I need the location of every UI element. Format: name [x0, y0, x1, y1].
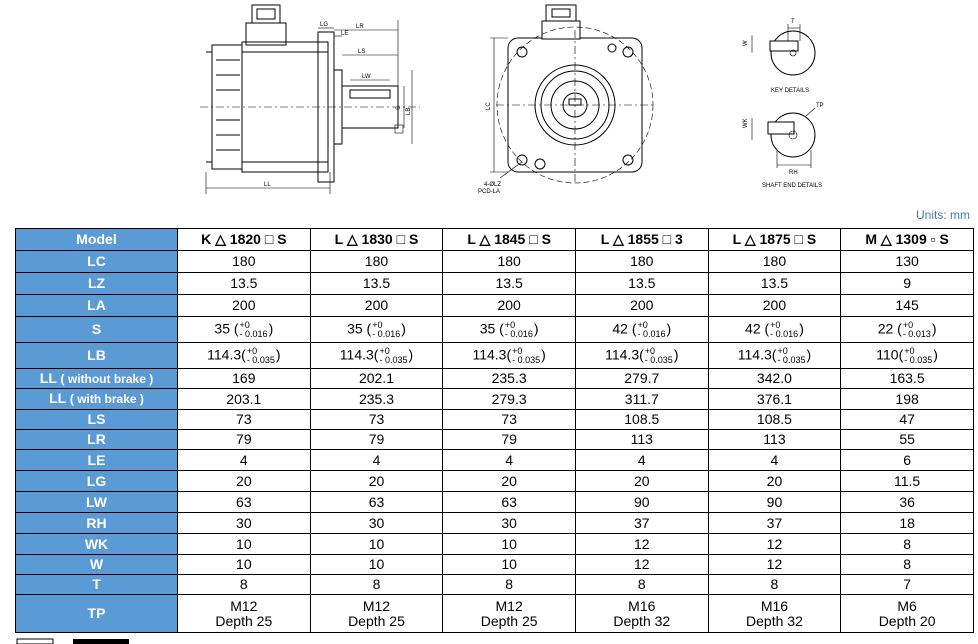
- dimension-spec-table: [15, 228, 974, 633]
- cell-lc: 180: [708, 251, 841, 273]
- tolerance-lower: - 0.016: [637, 328, 666, 339]
- table-row-tp: [16, 595, 974, 633]
- model-suffix: S: [408, 231, 419, 247]
- label-wk: WK: [743, 118, 749, 128]
- model-suffix: S: [939, 231, 949, 247]
- row-label-tp: TP: [16, 595, 178, 633]
- cell-t: 8: [178, 575, 311, 595]
- tolerance-lower: - 0.016: [372, 328, 401, 339]
- cell-lz: 13.5: [178, 273, 311, 295]
- drawings-svg: [0, 0, 978, 210]
- tolerance-upper: +0: [644, 345, 656, 356]
- key-details-drawing: [752, 24, 815, 75]
- cell-rh: 18: [841, 513, 974, 534]
- cell-lz: 13.5: [575, 273, 708, 295]
- thread-depth: Depth 25: [348, 612, 405, 629]
- cell-la: 200: [443, 295, 576, 317]
- cell-lb: [708, 343, 841, 369]
- cell-w: 12: [708, 555, 841, 575]
- model-suffix: S: [806, 231, 817, 247]
- tolerance-lower: - 0.016: [239, 328, 268, 339]
- tolerance-close: ): [799, 320, 804, 337]
- cell-wk: 10: [178, 534, 311, 555]
- cell-la: 200: [310, 295, 443, 317]
- tolerance: [638, 321, 666, 339]
- table-row-ll-with-brake: [16, 389, 974, 410]
- tolerance-upper: +0: [372, 319, 383, 330]
- tolerance-lower: - 0.016: [770, 328, 799, 339]
- table-row-lr: [16, 430, 974, 450]
- cell-s: [443, 317, 576, 343]
- cell-w: 12: [575, 555, 708, 575]
- bottom-edge-marks: [15, 636, 135, 644]
- cell-lg: 20: [708, 471, 841, 492]
- label-ll: LL: [264, 182, 271, 188]
- cell-lb: [178, 343, 311, 369]
- label-le: LE: [341, 31, 349, 37]
- cell-tp: [310, 595, 443, 633]
- label-lr: LR: [356, 24, 364, 30]
- cell-s: [841, 317, 974, 343]
- model-prefix: K: [201, 231, 212, 247]
- cell-lw: 63: [178, 492, 311, 513]
- cell-lr: 79: [310, 430, 443, 450]
- cell-le: 4: [443, 450, 576, 471]
- tolerance-base: 42 (: [612, 320, 637, 337]
- cell-lb: [575, 343, 708, 369]
- cell-lg: 20: [310, 471, 443, 492]
- table-row-ll-without-brake: [16, 369, 974, 389]
- tolerance-close: ): [401, 320, 406, 337]
- cell-rh: 30: [443, 513, 576, 534]
- cell-lz: 13.5: [443, 273, 576, 295]
- table-row-s: [16, 317, 974, 343]
- label-pcd: PCD-LA: [478, 189, 501, 195]
- cell-wk: 10: [310, 534, 443, 555]
- row-label-sub: ( without brake ): [60, 371, 154, 386]
- cell-ll-without-brake: 235.3: [443, 369, 576, 389]
- model-number: 1845: [494, 231, 526, 247]
- thread-depth: Depth 32: [746, 612, 803, 629]
- tolerance-lower: - 0.016: [504, 328, 533, 339]
- tolerance-base: 114.3(: [339, 346, 379, 363]
- cell-ll-with-brake: 376.1: [708, 389, 841, 410]
- cell-lz: 13.5: [708, 273, 841, 295]
- cell-rh: 30: [310, 513, 443, 534]
- model-header-cell: L △ 1845 □ S: [443, 229, 576, 251]
- cell-lc: 180: [310, 251, 443, 273]
- label-lg: LG: [320, 22, 329, 28]
- cell-ll-with-brake: 198: [841, 389, 974, 410]
- row-label-lz: LZ: [16, 273, 178, 295]
- cell-ls: 108.5: [708, 410, 841, 430]
- row-label-sub: ( with brake ): [69, 392, 144, 406]
- cell-la: 200: [575, 295, 708, 317]
- cell-lw: 36: [841, 492, 974, 513]
- cell-ls: 73: [443, 410, 576, 430]
- thread-size: M12: [495, 597, 523, 614]
- thread-depth: Depth 20: [878, 612, 936, 629]
- tolerance-close: ): [931, 320, 937, 337]
- cell-lr: 113: [708, 430, 841, 450]
- label-lb: LB: [406, 107, 412, 115]
- side-view-drawing: [200, 5, 420, 194]
- technical-drawings: [0, 0, 978, 210]
- table-row-lz: [16, 273, 974, 295]
- cell-lz: 9: [841, 273, 974, 295]
- table-row-t: [16, 575, 974, 595]
- table-row-ls: [16, 410, 974, 430]
- thread-size: M12: [362, 597, 391, 614]
- cell-wk: 8: [841, 534, 974, 555]
- cell-tp: [178, 595, 311, 633]
- model-number: 1830: [361, 231, 393, 247]
- tolerance: [645, 347, 673, 365]
- tolerance-upper: +0: [504, 319, 516, 330]
- tolerance-base: 35 (: [479, 320, 504, 337]
- tolerance: [770, 321, 798, 339]
- cell-lw: 90: [575, 492, 708, 513]
- cell-lb: [310, 343, 443, 369]
- cell-wk: 12: [708, 534, 841, 555]
- cell-le: 4: [310, 450, 443, 471]
- label-lc: LC: [486, 102, 492, 110]
- model-header-row: [16, 229, 974, 251]
- cell-lb: [841, 343, 974, 369]
- tolerance-close: ): [275, 346, 281, 363]
- cell-lg: 11.5: [841, 471, 974, 492]
- tolerance-base: 35 (: [347, 320, 372, 337]
- cell-lr: 79: [443, 430, 576, 450]
- cell-wk: 10: [443, 534, 576, 555]
- cell-t: 8: [575, 575, 708, 595]
- cell-t: 8: [443, 575, 576, 595]
- table-row-lb: [16, 343, 974, 369]
- tolerance-upper: +0: [637, 319, 648, 330]
- tolerance-lower: - 0.035: [644, 354, 673, 365]
- cell-lr: 55: [841, 430, 974, 450]
- model-suffix: 3: [675, 231, 683, 247]
- cell-ll-without-brake: 279.7: [575, 369, 708, 389]
- tolerance-close: ): [541, 346, 546, 363]
- tolerance: [777, 347, 805, 365]
- cell-t: 7: [841, 575, 974, 595]
- row-label-lr: LR: [16, 430, 178, 450]
- tolerance: [505, 321, 533, 339]
- tolerance-upper: +0: [904, 345, 915, 356]
- tolerance-close: ): [268, 320, 274, 337]
- shaft-details-caption: SHAFT END DETAILS: [762, 183, 823, 189]
- cell-rh: 30: [178, 513, 311, 534]
- cell-lg: 20: [178, 471, 311, 492]
- label-s: S: [396, 105, 402, 110]
- tolerance-base: 110(: [876, 346, 904, 363]
- key-details-caption: KEY DETAILS: [771, 88, 810, 94]
- model-number: 1875: [759, 231, 791, 247]
- cell-lw: 63: [443, 492, 576, 513]
- model-prefix: L: [600, 231, 610, 247]
- model-prefix: L: [334, 231, 343, 247]
- cell-le: 4: [708, 450, 841, 471]
- cell-rh: 37: [575, 513, 708, 534]
- tolerance: [247, 347, 275, 365]
- model-prefix: L: [732, 231, 741, 247]
- table-row-w: [16, 555, 974, 575]
- thread-size: M16: [760, 597, 789, 614]
- tolerance: [372, 321, 400, 339]
- cell-lg: 20: [575, 471, 708, 492]
- cell-ll-with-brake: 203.1: [178, 389, 311, 410]
- thread-size: M12: [230, 597, 258, 614]
- tolerance: [904, 347, 932, 365]
- label-w: W: [743, 40, 749, 46]
- tolerance-base: 114.3(: [605, 346, 644, 363]
- tolerance-upper: +0: [770, 319, 781, 330]
- row-label-le: LE: [16, 450, 178, 471]
- tolerance-lower: - 0.035: [379, 354, 408, 365]
- units-label: Units: mm: [916, 208, 970, 222]
- cell-s: [178, 317, 311, 343]
- tolerance-base: 22 (: [877, 320, 902, 337]
- table-row-rh: [16, 513, 974, 534]
- table-row-wk: [16, 534, 974, 555]
- tolerance-base: 114.3(: [472, 346, 512, 363]
- thread-depth: Depth 25: [480, 612, 538, 629]
- cell-le: 6: [841, 450, 974, 471]
- cell-la: 200: [708, 295, 841, 317]
- cell-s: [310, 317, 443, 343]
- label-lz: 4-ØLZ: [484, 182, 502, 188]
- tolerance-upper: +0: [777, 345, 788, 356]
- label-lw: LW: [362, 74, 371, 80]
- row-label-ls: LS: [16, 410, 178, 430]
- cell-lc: 180: [443, 251, 576, 273]
- tolerance-lower: - 0.035: [512, 354, 541, 365]
- tolerance-close: ): [533, 320, 539, 337]
- cell-tp: [708, 595, 841, 633]
- table-row-le: [16, 450, 974, 471]
- model-header-cell: L △ 1830 □ S: [310, 229, 443, 251]
- tolerance-lower: - 0.013: [902, 328, 931, 339]
- table-row-lg: [16, 471, 974, 492]
- cell-lb: [443, 343, 576, 369]
- tolerance-upper: +0: [902, 319, 914, 330]
- tolerance-close: ): [806, 346, 812, 363]
- cell-w: 10: [443, 555, 576, 575]
- model-number: 1820: [229, 231, 261, 247]
- row-label-t: T: [16, 575, 178, 595]
- model-header-cell: L △ 1855 □ 3: [575, 229, 708, 251]
- tolerance-close: ): [673, 346, 679, 363]
- tolerance-base: 114.3(: [737, 346, 777, 363]
- cell-wk: 12: [575, 534, 708, 555]
- row-label-ll-with-brake: [16, 389, 178, 410]
- tolerance-base: 114.3(: [207, 346, 246, 363]
- cell-lg: 20: [443, 471, 576, 492]
- table-row-la: [16, 295, 974, 317]
- cell-ls: 47: [841, 410, 974, 430]
- tolerance-upper: +0: [379, 345, 390, 356]
- row-label-rh: RH: [16, 513, 178, 534]
- cell-t: 8: [708, 575, 841, 595]
- cell-rh: 37: [708, 513, 841, 534]
- cell-lc: 180: [178, 251, 311, 273]
- tolerance: [512, 347, 540, 365]
- tolerance-lower: - 0.035: [246, 354, 275, 365]
- cell-ls: 73: [310, 410, 443, 430]
- tolerance-lower: - 0.035: [777, 354, 806, 365]
- tolerance-close: ): [933, 346, 938, 363]
- cell-tp: [443, 595, 576, 633]
- row-label-s: S: [16, 317, 178, 343]
- row-label-lg: LG: [16, 471, 178, 492]
- tolerance-upper: +0: [512, 345, 523, 356]
- row-label-wk: WK: [16, 534, 178, 555]
- cell-ls: 108.5: [575, 410, 708, 430]
- row-label-la: LA: [16, 295, 178, 317]
- tolerance-base: 42 (: [745, 320, 770, 337]
- front-view-drawing: [490, 5, 655, 185]
- row-label-lb: LB: [16, 343, 178, 369]
- model-suffix: S: [277, 231, 287, 247]
- row-label-lw: LW: [16, 492, 178, 513]
- label-tp: TP: [816, 103, 824, 109]
- cell-ll-with-brake: 279.3: [443, 389, 576, 410]
- tolerance-close: ): [408, 346, 414, 363]
- label-t: T: [791, 19, 795, 25]
- cell-t: 8: [310, 575, 443, 595]
- row-label-ll-without-brake: [16, 369, 178, 389]
- table-row-lw: [16, 492, 974, 513]
- tolerance-lower: - 0.035: [904, 354, 933, 365]
- model-prefix: M: [865, 231, 878, 247]
- cell-w: 10: [310, 555, 443, 575]
- model-header-cell: M △ 1309 ▫ S: [841, 229, 974, 251]
- tolerance: [240, 321, 268, 339]
- cell-s: [708, 317, 841, 343]
- model-number: 1309: [895, 231, 927, 247]
- cell-s: [575, 317, 708, 343]
- model-header-cell: L △ 1875 □ S: [708, 229, 841, 251]
- cell-ll-without-brake: 169: [178, 369, 311, 389]
- shaft-end-details-drawing: [752, 108, 815, 168]
- tolerance: [379, 347, 407, 365]
- cell-le: 4: [178, 450, 311, 471]
- thread-size: M6: [897, 597, 917, 614]
- cell-ls: 73: [178, 410, 311, 430]
- tolerance: [903, 321, 931, 339]
- cell-ll-without-brake: 202.1: [310, 369, 443, 389]
- table-row-lc: [16, 251, 974, 273]
- model-prefix: L: [467, 231, 476, 247]
- cell-tp: [841, 595, 974, 633]
- cell-ll-with-brake: 311.7: [575, 389, 708, 410]
- cell-w: 8: [841, 555, 974, 575]
- cell-lr: 79: [178, 430, 311, 450]
- thread-depth: Depth 32: [613, 612, 671, 629]
- cell-lw: 90: [708, 492, 841, 513]
- cell-lr: 113: [575, 430, 708, 450]
- row-label-ll: LL: [39, 369, 57, 386]
- tolerance-upper: +0: [239, 319, 250, 330]
- cell-lz: 13.5: [310, 273, 443, 295]
- thread-size: M16: [628, 597, 656, 614]
- tolerance-close: ): [666, 320, 672, 337]
- cell-la: 200: [178, 295, 311, 317]
- cell-ll-without-brake: 163.5: [841, 369, 974, 389]
- model-header-label: Model: [16, 229, 178, 251]
- thread-depth: Depth 25: [215, 612, 273, 629]
- model-suffix: S: [541, 231, 551, 247]
- cell-la: 145: [841, 295, 974, 317]
- cell-tp: [575, 595, 708, 633]
- row-label-w: W: [16, 555, 178, 575]
- tolerance-base: 35 (: [214, 320, 239, 337]
- tolerance-upper: +0: [246, 345, 258, 356]
- row-label-ll: LL: [49, 390, 66, 406]
- cell-lc: 180: [575, 251, 708, 273]
- cell-ll-without-brake: 342.0: [708, 369, 841, 389]
- label-rh: RH: [789, 170, 798, 176]
- cell-ll-with-brake: 235.3: [310, 389, 443, 410]
- cell-w: 10: [178, 555, 311, 575]
- model-number: 1855: [627, 231, 659, 247]
- cell-lc: 130: [841, 251, 974, 273]
- row-label-lc: LC: [16, 251, 178, 273]
- model-header-cell: K △ 1820 □ S: [178, 229, 311, 251]
- cell-le: 4: [575, 450, 708, 471]
- label-ls: LS: [358, 49, 366, 55]
- cell-lw: 63: [310, 492, 443, 513]
